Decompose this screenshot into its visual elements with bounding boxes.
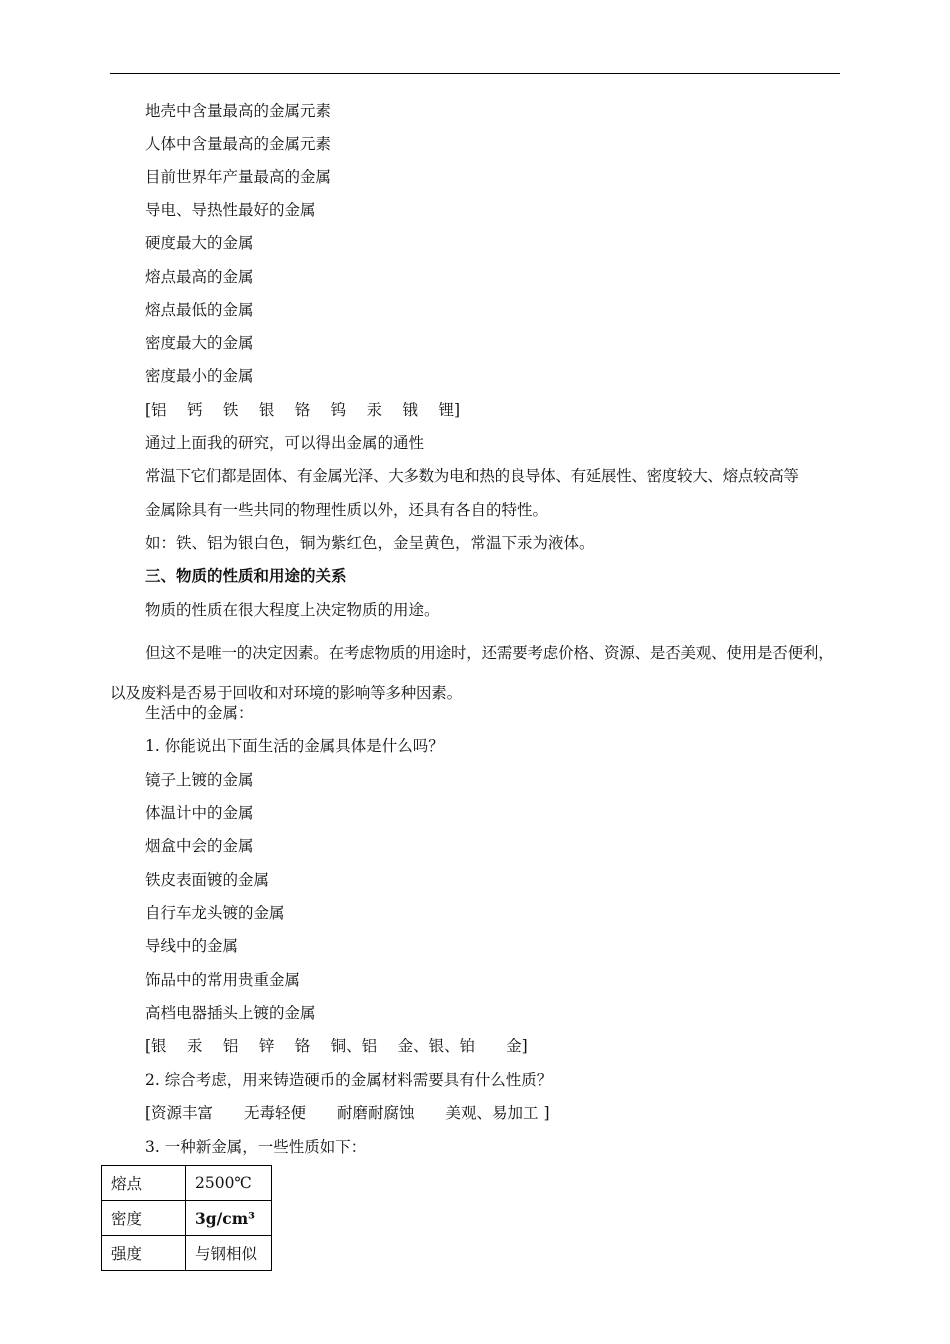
paragraph: 物质的性质在很大程度上决定物质的用途。 xyxy=(145,601,440,619)
question-1: 1. 你能说出下面生活的金属具体是什么吗？ xyxy=(145,737,444,755)
answer-list: [铝 钙 铁 银 铬 钨 汞 锇 锂] xyxy=(145,401,461,419)
text-line: 高档电器插头上镀的金属 xyxy=(145,1004,316,1022)
answer-list: [资源丰富 无毒轻便 耐磨耐腐蚀 美观、易加工 ] xyxy=(145,1104,550,1122)
text-line: 镜子上镀的金属 xyxy=(145,771,254,789)
table-cell: 与钢相似 xyxy=(186,1236,272,1271)
text-line: 密度最大的金属 xyxy=(145,334,254,352)
answer-list: [银 汞 铝 锌 铬 铜、铝 金、银、铂 金] xyxy=(145,1037,528,1055)
table-row xyxy=(102,1236,272,1271)
text-line: 铁皮表面镀的金属 xyxy=(145,871,270,889)
text-line: 密度最小的金属 xyxy=(145,367,254,385)
table-cell: 强度 xyxy=(102,1236,186,1271)
table-row xyxy=(102,1201,272,1236)
text-line: 饰品中的常用贵重金属 xyxy=(145,971,301,989)
question-3: 3. 一种新金属，一些性质如下： xyxy=(145,1138,367,1156)
text-line: 目前世界年产量最高的金属 xyxy=(145,168,332,186)
text-line: 熔点最高的金属 xyxy=(145,268,254,286)
text-line: 硬度最大的金属 xyxy=(145,234,254,252)
header-rule xyxy=(110,73,840,74)
text-line: 体温计中的金属 xyxy=(145,804,254,822)
table-cell: 2500℃ xyxy=(186,1166,272,1201)
text-line: 熔点最低的金属 xyxy=(145,301,254,319)
paragraph: 但这不是唯一的决定因素。在考虑物质的用途时，还需要考虑价格、资源、是否美观、使用是否便利，以及废料是否易于回收和对环境的影响等多种因素。 xyxy=(110,644,834,702)
text-line: 地壳中含量最高的金属元素 xyxy=(145,102,332,120)
table-cell: 3g/cm³ xyxy=(186,1201,272,1236)
text-line: 导电、导热性最好的金属 xyxy=(145,201,316,219)
text-line: 常温下它们都是固体、有金属光泽、大多数为电和热的良导体、有延展性、密度较大、熔点较高等 xyxy=(145,467,799,485)
properties-table xyxy=(101,1165,272,1271)
text-line: 自行车龙头镀的金属 xyxy=(145,904,285,922)
table-row xyxy=(102,1166,272,1201)
text-line: 通过上面我的研究，可以得出金属的通性 xyxy=(145,434,425,452)
question-2: 2. 综合考虑，用来铸造硬币的金属材料需要具有什么性质？ xyxy=(145,1071,553,1089)
table-cell: 熔点 xyxy=(102,1166,186,1201)
text-line: 人体中含量最高的金属元素 xyxy=(145,135,332,153)
text-line: 导线中的金属 xyxy=(145,937,239,955)
text-line: 生活中的金属： xyxy=(145,704,254,722)
table-cell: 密度 xyxy=(102,1201,186,1236)
text-line: 如：铁、铝为银白色，铜为紫红色，金呈黄色，常温下汞为液体。 xyxy=(145,534,595,552)
text-line: 金属除具有一些共同的物理性质以外，还具有各自的特性。 xyxy=(145,501,549,519)
section-heading: 三、物质的性质和用途的关系 xyxy=(145,566,347,585)
text-line: 烟盒中会的金属 xyxy=(145,837,254,855)
